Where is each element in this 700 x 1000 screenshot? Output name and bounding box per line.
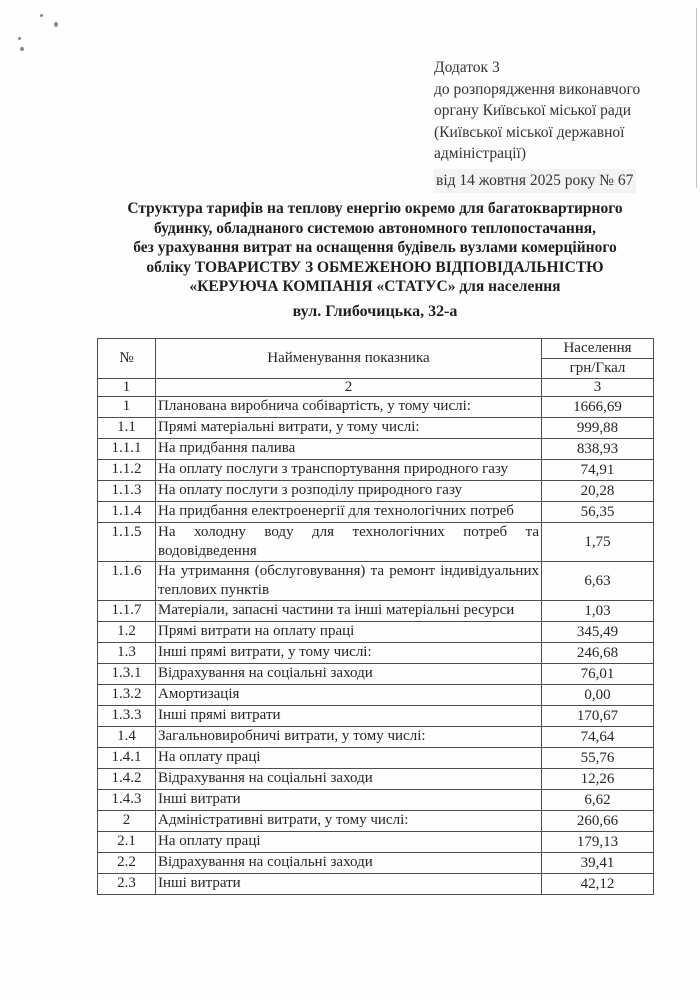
tariff-value-cell: 1,75 [542,523,654,562]
appendix-line: органу Київської міської ради [434,102,631,119]
table-row [98,481,654,502]
row-number-cell: 1.3 [98,643,156,664]
row-number-cell: 1.1.4 [98,502,156,523]
appendix-header [434,57,674,193]
title-line: «КЕРУЮЧА КОМПАНІЯ «СТАТУС» для населення [189,278,561,295]
header-number: № [98,339,156,379]
title-line: Структура тарифів на теплову енергію окремо для багатоквартирного [127,200,623,217]
table-row [98,643,654,664]
table-row [98,811,654,832]
tariff-value-cell: 1666,69 [542,397,654,418]
table-row [98,769,654,790]
row-number-cell: 1.3.2 [98,685,156,706]
indicator-name-cell: Інші прямі витрати [156,706,542,727]
indicator-name-cell: На придбання палива [156,439,542,460]
table-row [98,685,654,706]
indicator-name-cell: Адміністративні витрати, у тому числі: [156,811,542,832]
table-row [98,706,654,727]
tariff-value-cell: 76,01 [542,664,654,685]
tariff-value-cell: 39,41 [542,853,654,874]
indicator-name-cell: На оплату послуги з розподілу природного газу [156,481,542,502]
header-indicator: Найменування показника [156,339,542,379]
tariff-value-cell: 345,49 [542,622,654,643]
row-number-cell: 1 [98,397,156,418]
table-row [98,622,654,643]
title-line: будинку, обладнаного системою автономного теплопостачання, [153,219,597,237]
tariff-value-cell: 260,66 [542,811,654,832]
table-row [98,502,654,523]
header-consumer-group: Населення [542,339,654,359]
table-row [98,727,654,748]
indicator-name-cell: Відрахування на соціальні заходи [156,853,542,874]
tariff-value-cell: 55,76 [542,748,654,769]
row-number-cell: 1.3.1 [98,664,156,685]
column-index-value: 3 [542,379,654,397]
row-number-cell: 1.4 [98,727,156,748]
tariff-value-cell: 6,63 [542,562,654,601]
table-row [98,418,654,439]
tariff-value-cell: 170,67 [542,706,654,727]
table-row [98,562,654,601]
row-number-cell: 1.1 [98,418,156,439]
indicator-name-cell: Інші витрати [156,790,542,811]
row-number-cell: 1.1.3 [98,481,156,502]
indicator-name-cell: На оплату праці [156,832,542,853]
row-number-cell: 1.4.3 [98,790,156,811]
indicator-name-cell: Планована виробнича собівартість, у тому числі: [156,397,542,418]
tariff-value-cell: 20,28 [542,481,654,502]
row-number-cell: 2 [98,811,156,832]
row-number-cell: 1.2 [98,622,156,643]
tariff-value-cell: 179,13 [542,832,654,853]
table-row [98,748,654,769]
tariff-value-cell: 74,64 [542,727,654,748]
table-row [98,397,654,418]
tariff-value-cell: 6,62 [542,790,654,811]
row-number-cell: 1.1.6 [98,562,156,601]
scan-speck [20,47,24,51]
order-date-line: від 14 жовтня 2025 року № 67 [434,169,636,194]
table-row [98,832,654,853]
indicator-name-cell: Інші прямі витрати, у тому числі: [156,643,542,664]
tariff-value-cell: 246,68 [542,643,654,664]
row-number-cell: 2.1 [98,832,156,853]
row-number-cell: 1.1.5 [98,523,156,562]
column-index-num: 1 [98,379,156,397]
indicator-name-cell: На холодну воду для технологічних потреб та водовідведення [156,523,542,562]
tariff-value-cell: 1,03 [542,601,654,622]
appendix-line: Додаток 3 [434,59,500,76]
appendix-line: (Київської міської державної [434,123,625,141]
indicator-name-cell: Відрахування на соціальні заходи [156,769,542,790]
indicator-name-cell: Інші витрати [156,874,542,895]
indicator-name-cell: Амортизація [156,685,542,706]
indicator-name-cell: Матеріали, запасні частини та інші матеріальні ресурси [156,601,542,622]
tariff-table [97,338,654,895]
tariff-value-cell: 0,00 [542,685,654,706]
tariff-value-cell: 74,91 [542,460,654,481]
tariff-value-cell: 999,88 [542,418,654,439]
tariff-table-body [98,397,654,895]
tariff-table-header [98,339,654,397]
row-number-cell: 1.4.1 [98,748,156,769]
title-line: без урахування витрат на оснащення будівель вузлами комерційного [133,239,617,256]
column-index-row [98,379,654,397]
row-number-cell: 1.3.3 [98,706,156,727]
scan-edge-line [696,8,697,188]
column-index-indicator: 2 [156,379,542,397]
appendix-line: адміністрації) [434,145,527,162]
row-number-cell: 2.3 [98,874,156,895]
row-number-cell: 1.4.2 [98,769,156,790]
table-row [98,790,654,811]
header-unit: грн/Гкал [542,359,654,379]
title-line: обліку ТОВАРИСТВУ З ОБМЕЖЕНОЮ ВІДПОВІДАЛЬНІСТЮ [146,258,604,276]
table-row [98,523,654,562]
tariff-value-cell: 12,26 [542,769,654,790]
indicator-name-cell: На оплату праці [156,748,542,769]
table-row [98,601,654,622]
row-number-cell: 1.1.1 [98,439,156,460]
indicator-name-cell: Відрахування на соціальні заходи [156,664,542,685]
table-row [98,460,654,481]
table-row [98,439,654,460]
scan-speck [18,37,21,40]
indicator-name-cell: Прямі матеріальні витрати, у тому числі: [156,418,542,439]
appendix-line: до розпорядження виконавчого [434,80,641,98]
table-row [98,664,654,685]
row-number-cell: 2.2 [98,853,156,874]
indicator-name-cell: Загальновиробничі витрати, у тому числі: [156,727,542,748]
scan-speck [40,14,43,17]
row-number-cell: 1.1.2 [98,460,156,481]
table-row [98,853,654,874]
tariff-value-cell: 42,12 [542,874,654,895]
indicator-name-cell: На придбання електроенергії для технологічних потреб [156,502,542,523]
scan-speck [54,22,58,27]
indicator-name-cell: На утримання (обслуговування) та ремонт індивідуальних теплових пунктів [156,562,542,601]
table-row [98,874,654,895]
indicator-name-cell: Прямі витрати на оплату праці [156,622,542,643]
document-title [45,199,700,297]
building-address: вул. Глибочицька, 32-а [292,303,458,320]
indicator-name-cell: На оплату послуги з транспортування природного газу [156,460,542,481]
row-number-cell: 1.1.7 [98,601,156,622]
tariff-value-cell: 838,93 [542,439,654,460]
tariff-value-cell: 56,35 [542,502,654,523]
